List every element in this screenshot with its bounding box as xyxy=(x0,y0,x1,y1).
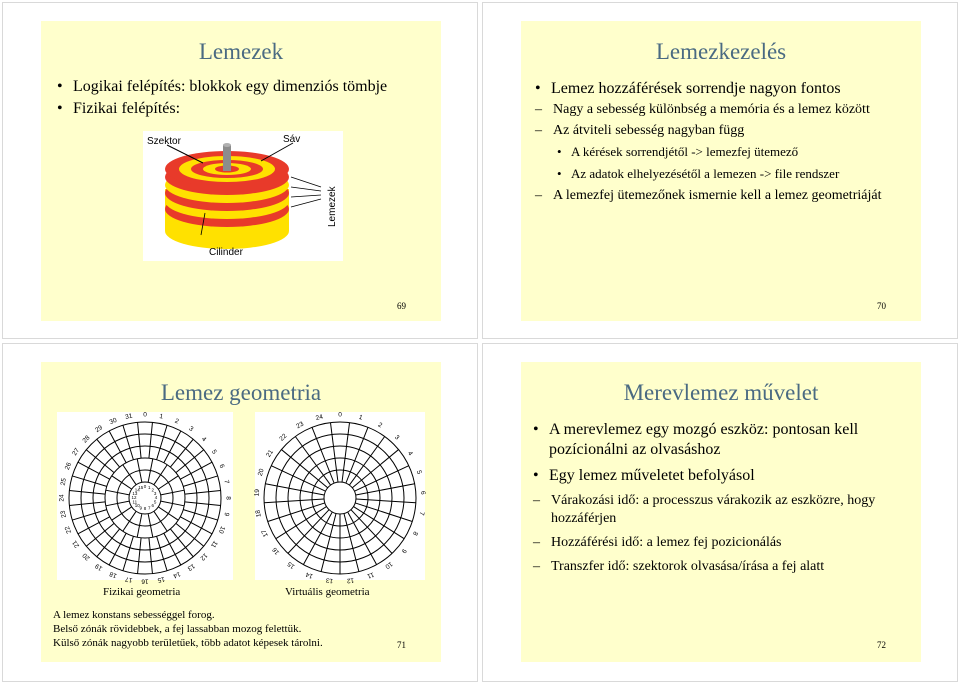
sector-number: 18 xyxy=(108,569,119,580)
inner-sector-number: 14 xyxy=(134,487,140,493)
label-cylinder: Cilinder xyxy=(209,247,243,258)
sector-number: 8 xyxy=(410,530,419,537)
sector-number: 21 xyxy=(265,448,275,459)
page-number: 72 xyxy=(877,640,886,650)
sector-divider xyxy=(356,499,416,503)
sector-number: 18 xyxy=(254,509,263,518)
inner-sector-number: 11 xyxy=(132,499,138,505)
label-platters: Lemezek xyxy=(327,186,338,227)
sector-number: 24 xyxy=(315,413,324,423)
inner-sector-number: 10 xyxy=(134,502,140,508)
bullet-list xyxy=(529,420,909,579)
caption-physical: Fizikai geometria xyxy=(103,586,181,598)
track-ring xyxy=(93,446,197,550)
sector-divider xyxy=(158,507,178,520)
sector-number: 14 xyxy=(304,570,315,580)
sector-divider xyxy=(123,465,136,485)
sector-number: 24 xyxy=(58,494,66,502)
bullet-item: – Transzfer idő: szektorok olvasása/írása a fej alatt xyxy=(529,558,909,576)
sector-number: 6 xyxy=(419,490,427,495)
sector-number: 10 xyxy=(383,560,394,570)
sector-divider xyxy=(344,513,359,571)
sector-divider xyxy=(264,499,324,503)
bullet-item: – Várakozási idő: a processzus várakozik az eszközre, hogy hozzáférjen xyxy=(529,492,909,528)
slide-title: Lemezkezelés xyxy=(655,39,787,64)
page-number: 69 xyxy=(397,301,406,311)
bullet-item: – A lemezfej ütemezőnek ismernie kell a lemez geometriáját xyxy=(531,187,901,205)
sector-number: 9 xyxy=(399,547,408,555)
bullet-item: • Logikai felépítés: blokkok egy dimenziós tömbje xyxy=(53,77,433,97)
sector-divider xyxy=(185,502,221,506)
sector-number: 28 xyxy=(81,434,92,445)
inner-sector-number: 0 xyxy=(143,484,147,490)
sector-number: 0 xyxy=(143,411,147,419)
note-line: A lemez konstans sebességgel forog. xyxy=(53,609,215,621)
sector-divider xyxy=(112,476,132,489)
disk-figure xyxy=(143,131,343,261)
sector-number: 12 xyxy=(346,576,355,585)
sector-number: 2 xyxy=(376,421,384,430)
sector-number: 21 xyxy=(71,539,82,549)
sector-number: 17 xyxy=(124,575,134,584)
page-72 xyxy=(482,343,958,682)
sector-divider xyxy=(158,476,178,489)
page-69 xyxy=(2,2,478,339)
sector-number: 13 xyxy=(325,576,334,585)
sector-divider xyxy=(154,465,167,485)
sector-divider xyxy=(69,491,105,495)
sector-divider xyxy=(281,450,327,488)
bullet-list xyxy=(531,79,901,208)
sector-number: 0 xyxy=(338,411,342,419)
slide-lemezek xyxy=(41,21,441,321)
sector-number: 5 xyxy=(414,469,423,476)
label-sector: Szektor xyxy=(147,136,181,147)
sector-number: 14 xyxy=(171,569,182,580)
inner-sector-number: 2 xyxy=(151,487,155,493)
sector-divider xyxy=(149,422,153,458)
sector-number: 4 xyxy=(199,435,208,444)
sector-number: 13 xyxy=(186,561,196,572)
sector-number: 19 xyxy=(94,561,104,572)
sector-divider xyxy=(183,476,217,486)
track-ring xyxy=(117,470,173,526)
inner-sector-number: 3 xyxy=(153,490,157,496)
page-number: 71 xyxy=(397,640,406,650)
sector-number: 11 xyxy=(366,570,375,580)
sector-number: 10 xyxy=(216,524,227,535)
sector-number: 22 xyxy=(63,524,74,535)
inner-sector-number: 8 xyxy=(143,506,147,512)
inner-sector-number: 9 xyxy=(139,505,143,511)
sector-divider xyxy=(157,425,167,459)
sector-divider xyxy=(123,425,133,459)
sector-divider xyxy=(185,491,221,495)
page-number: 70 xyxy=(877,301,886,311)
sector-number: 9 xyxy=(222,511,230,517)
sector-number: 17 xyxy=(260,528,270,539)
sector-number: 31 xyxy=(124,412,134,421)
sector-divider xyxy=(154,511,167,531)
sector-number: 22 xyxy=(278,432,289,443)
inner-sector-number: 7 xyxy=(147,505,151,511)
bullet-item: – Az átviteli sebesség nagyban függ xyxy=(531,122,901,140)
sector-number: 12 xyxy=(198,551,209,562)
sector-number: 15 xyxy=(286,560,297,570)
track-ring xyxy=(69,422,221,574)
bullet-item: • A kérések sorrendjétől -> lemezfej ütemező xyxy=(531,143,901,161)
sector-number: 4 xyxy=(405,450,414,458)
sector-number: 23 xyxy=(295,420,305,431)
inner-sector-number: 15 xyxy=(138,485,144,491)
bullet-list xyxy=(53,77,433,121)
physical-geometry-diagram xyxy=(57,411,233,585)
note-line: Külső zónák nagyobb területűek, több adatot képesek tárolni. xyxy=(53,637,323,649)
caption-virtual: Virtuális geometria xyxy=(285,586,370,598)
sector-number: 26 xyxy=(63,461,74,472)
sector-divider xyxy=(276,507,327,539)
sector-number: 8 xyxy=(224,496,232,500)
sector-divider xyxy=(72,510,106,520)
slide-title: Lemez geometria xyxy=(160,380,322,405)
sector-number: 7 xyxy=(417,511,426,516)
inner-sector-number: 6 xyxy=(151,502,155,508)
sector-divider xyxy=(352,450,398,488)
slide-lemez-geometria xyxy=(41,362,441,662)
sector-number: 30 xyxy=(108,416,119,427)
sector-divider xyxy=(138,538,142,574)
bullet-item: • A merevlemez egy mozgó eszköz: pontosan kell pozícionálni az olvasáshoz xyxy=(529,420,909,460)
sector-divider xyxy=(69,502,105,506)
bullet-item: • Egy lemez műveletet befolyásol xyxy=(529,466,909,486)
sector-divider xyxy=(330,423,338,483)
sector-number: 15 xyxy=(156,575,166,584)
page-71 xyxy=(2,343,478,682)
sector-divider xyxy=(183,510,217,520)
label-track: Sáv xyxy=(283,134,301,145)
sector-number: 20 xyxy=(256,467,266,477)
inner-sector-number: 5 xyxy=(153,499,157,505)
sector-divider xyxy=(72,476,106,486)
slide-title: Lemezek xyxy=(198,39,284,64)
sector-number: 2 xyxy=(173,417,180,426)
bullet-item: – Nagy a sebesség különbség a memória és a lemez között xyxy=(531,101,901,119)
sector-number: 6 xyxy=(217,463,226,470)
sector-number: 16 xyxy=(271,545,282,556)
slide-title: Merevlemez művelet xyxy=(623,380,819,405)
sector-number: 1 xyxy=(158,413,164,421)
track-ring xyxy=(81,434,209,562)
sector-number: 3 xyxy=(187,425,195,434)
sector-number: 29 xyxy=(94,424,104,435)
sector-divider xyxy=(321,513,336,571)
bullet-item: – Hozzáférési idő: a lemez fej pozicionálás xyxy=(529,534,909,552)
sector-divider xyxy=(123,511,136,531)
sector-divider xyxy=(157,536,167,570)
sector-divider xyxy=(138,422,142,458)
sector-number: 3 xyxy=(392,433,401,442)
sector-divider xyxy=(342,423,350,483)
note-line: Belső zónák rövidebbek, a fej lassabban mozog felettük. xyxy=(53,623,302,635)
sector-number: 20 xyxy=(81,551,92,562)
sector-divider xyxy=(112,507,132,520)
inner-sector-number: 12 xyxy=(131,495,137,501)
sector-number: 27 xyxy=(71,447,82,457)
virtual-geometry-diagram xyxy=(253,411,427,585)
inner-sector-number: 4 xyxy=(154,495,158,501)
slide-lemezkezeles xyxy=(521,21,921,321)
bullet-item: • Lemez hozzáférések sorrendje nagyon fontos xyxy=(531,79,901,99)
sector-number: 19 xyxy=(253,488,262,497)
sector-number: 1 xyxy=(357,413,364,422)
page-70 xyxy=(482,2,958,339)
inner-sector-number: 1 xyxy=(147,485,151,491)
sector-divider xyxy=(354,507,405,539)
inner-sector-number: 13 xyxy=(132,490,138,496)
bullet-item: • Az adatok elhelyezésétől a lemezen -> file rendszer xyxy=(531,165,901,183)
sector-number: 23 xyxy=(59,509,68,519)
sector-number: 7 xyxy=(222,479,230,485)
track-ring xyxy=(324,482,356,514)
bullet-item: • Fizikai felépítés: xyxy=(53,99,433,119)
sector-number: 25 xyxy=(59,477,68,487)
sector-number: 11 xyxy=(209,539,219,549)
sector-number: 5 xyxy=(209,448,218,456)
sector-number: 16 xyxy=(141,577,149,585)
sector-divider xyxy=(149,538,153,574)
slide-merevlemez-muvelet xyxy=(521,362,921,662)
sector-divider xyxy=(123,536,133,570)
